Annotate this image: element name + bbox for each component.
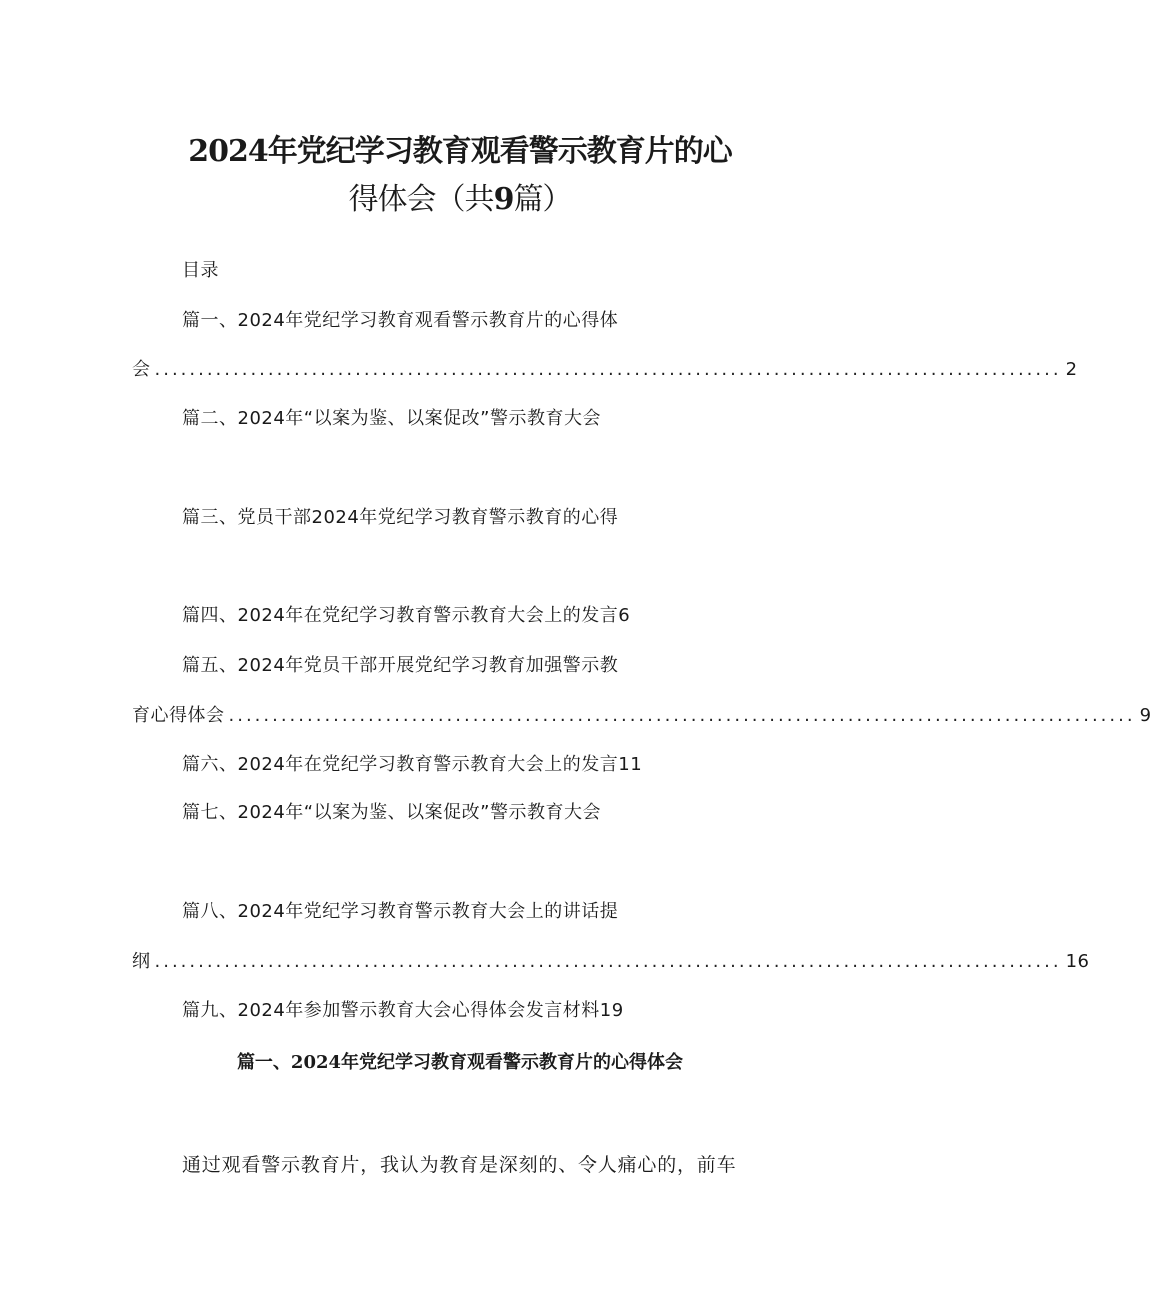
document-title-line2: 得体会（共9篇） [348, 182, 572, 217]
toc-leader-dots: ........................................................................................................ [154, 951, 1062, 972]
toc-item-5[interactable]: 篇五、2024年党员干部开展党纪学习教育加强警示教 [182, 655, 619, 676]
toc-item-5-cont[interactable]: 育心得体会 ........................................................................................................ 9 [132, 703, 772, 729]
toc-page-number: 2 [1065, 359, 1078, 380]
section-heading: 篇一、2024年党纪学习教育观看警示教育片的心得体会 [236, 1052, 684, 1073]
toc-item-1[interactable]: 篇一、2024年党纪学习教育观看警示教育片的心得体 [182, 310, 619, 331]
toc-leader-dots: ........................................................................................................ [228, 705, 1136, 726]
document-title-line1: 2024年党纪学习教育观看警示教育片的心 [188, 134, 732, 169]
toc-item-3[interactable]: 篇三、党员干部2024年党纪学习教育警示教育的心得 [182, 507, 619, 528]
toc-item-4[interactable]: 篇四、2024年在党纪学习教育警示教育大会上的发言6 [182, 605, 631, 626]
toc-item-8[interactable]: 篇八、2024年党纪学习教育警示教育大会上的讲话提 [182, 901, 619, 922]
body-paragraph: 通过观看警示教育片，我认为教育是深刻的、令人痛心的，前车 [182, 1154, 737, 1176]
toc-heading: 目录 [182, 260, 219, 281]
toc-item-9[interactable]: 篇九、2024年参加警示教育大会心得体会发言材料19 [182, 1000, 624, 1021]
toc-page-number: 16 [1065, 951, 1090, 972]
toc-item-2[interactable]: 篇二、2024年“以案为鉴、以案促改”警示教育大会 [182, 408, 601, 429]
toc-item-6[interactable]: 篇六、2024年在党纪学习教育警示教育大会上的发言11 [182, 754, 643, 775]
toc-item-7[interactable]: 篇七、2024年“以案为鉴、以案促改”警示教育大会 [182, 802, 601, 823]
toc-item-1-cont[interactable]: 会 ........................................................................................................ 2 [132, 357, 772, 383]
toc-item-8-cont[interactable]: 纲 ........................................................................................................ 16 [132, 949, 772, 975]
toc-page-number: 9 [1139, 705, 1152, 726]
toc-leader-dots: ........................................................................................................ [154, 359, 1062, 380]
